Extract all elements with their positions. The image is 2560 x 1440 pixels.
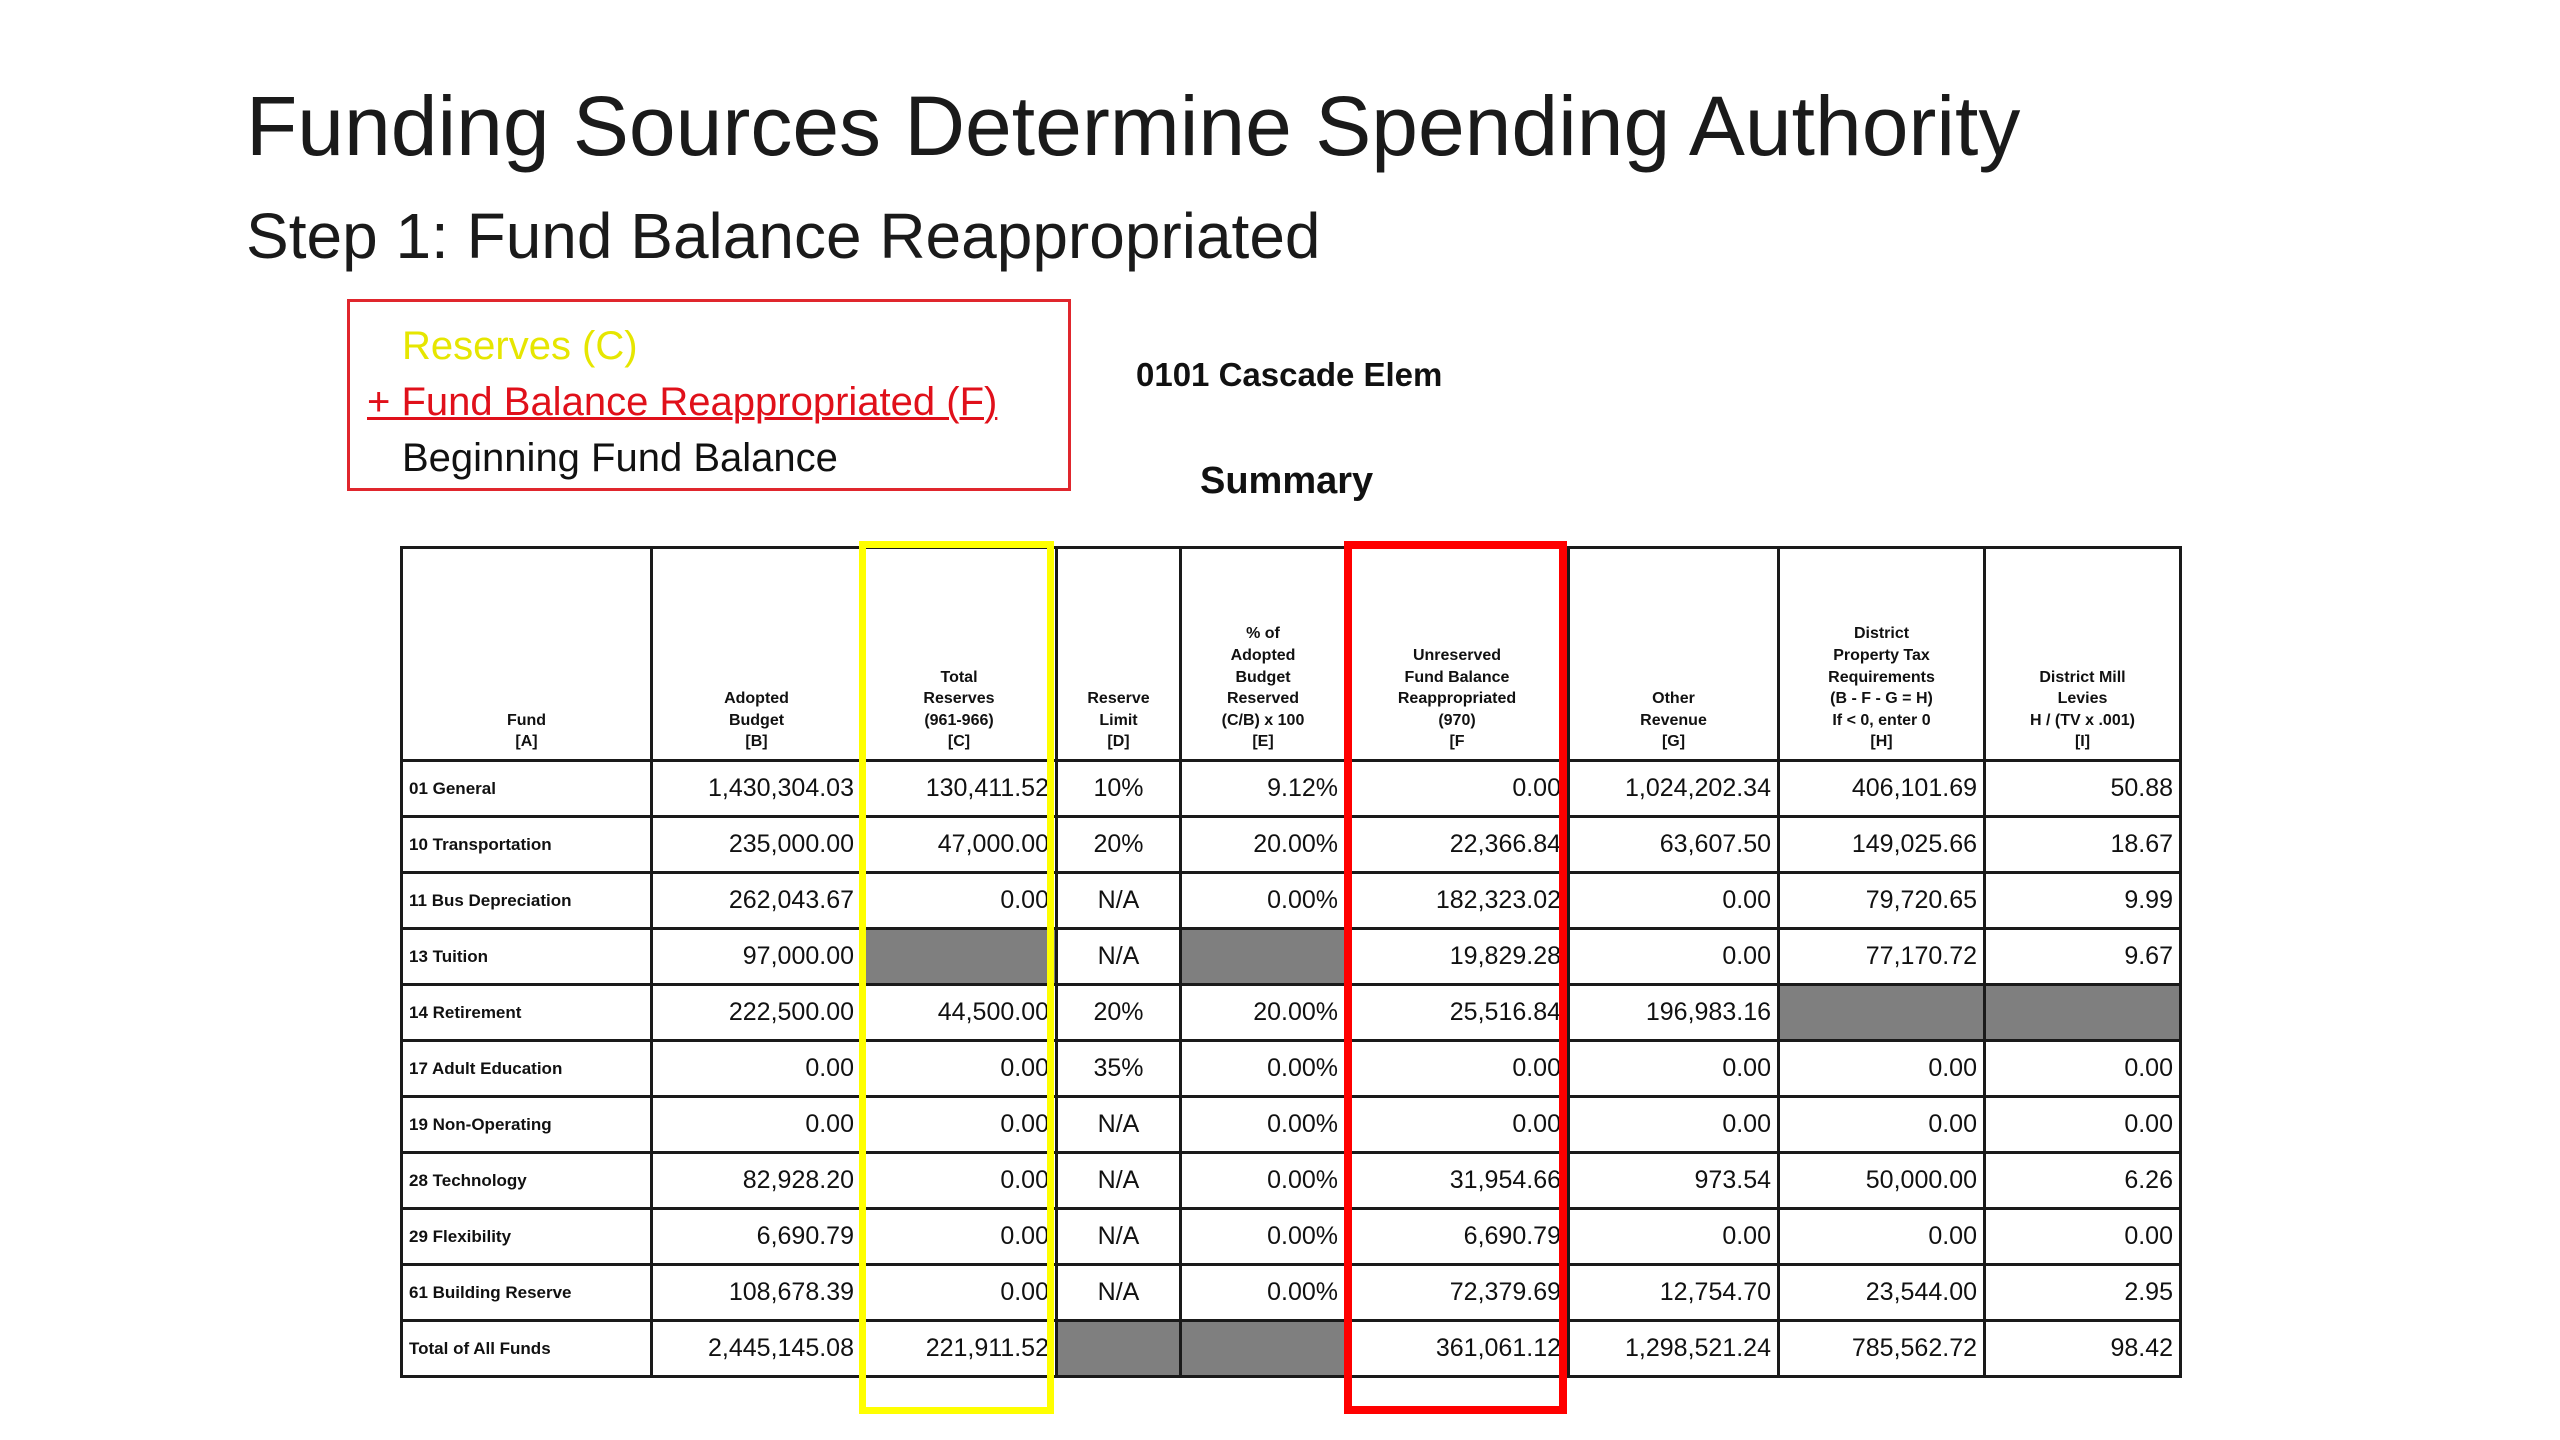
fund-balance-reappropriated-cell: 0.00 [1346,1041,1569,1097]
fund-name-cell: 13 Tuition [402,929,652,985]
mill-levies-cell: 50.88 [1985,761,2181,817]
fund-balance-reappropriated-cell: 182,323.02 [1346,873,1569,929]
table-row [402,1321,2181,1377]
other-revenue-cell: 63,607.50 [1569,817,1779,873]
fund-name-cell: Total of All Funds [402,1321,652,1377]
header-line: Reappropriated [1397,690,1517,708]
table-header-row [402,548,2181,761]
other-revenue-cell: 0.00 [1569,1209,1779,1265]
adopted-budget-cell: 262,043.67 [652,873,862,929]
table-body [402,761,2181,1377]
table-row [402,1097,2181,1153]
summary-table [400,546,2182,1378]
total-reserves-cell: 47,000.00 [862,817,1057,873]
adopted-budget-cell: 235,000.00 [652,817,862,873]
property-tax-cell: 785,562.72 [1779,1321,1985,1377]
property-tax-cell: 77,170.72 [1779,929,1985,985]
header-line: Revenue [1640,711,1707,729]
mill-levies-cell: 2.95 [1985,1265,2181,1321]
mill-levies-cell: 9.67 [1985,929,2181,985]
fund-balance-reappropriated-cell: 72,379.69 [1346,1265,1569,1321]
header-line: % of [1246,625,1280,643]
fund-name-cell: 14 Retirement [402,985,652,1041]
header-other-revenue [1569,548,1779,761]
property-tax-cell: 50,000.00 [1779,1153,1985,1209]
header-property-tax [1779,548,1985,761]
header-line: Requirements [1828,668,1935,686]
shaded-cell [1057,1321,1181,1377]
table-row [402,873,2181,929]
reserve-limit-cell: 35% [1057,1041,1181,1097]
header-line: [F [1449,733,1465,751]
fund-balance-reappropriated-cell: 22,366.84 [1346,817,1569,873]
legend-beginning-fund-balance: Beginning Fund Balance [402,436,838,480]
pct-reserved-cell: 0.00% [1181,1041,1346,1097]
reserve-limit-cell: 20% [1057,985,1181,1041]
total-reserves-cell: 0.00 [862,1097,1057,1153]
header-fund-balance-reappropriated [1346,548,1569,761]
reserve-limit-cell: N/A [1057,1097,1181,1153]
header-line: [C] [947,733,971,751]
adopted-budget-cell: 0.00 [652,1097,862,1153]
adopted-budget-cell: 108,678.39 [652,1265,862,1321]
table-row [402,1209,2181,1265]
reserve-limit-cell: N/A [1057,1265,1181,1321]
total-reserves-cell: 0.00 [862,1209,1057,1265]
property-tax-cell: 406,101.69 [1779,761,1985,817]
fund-balance-reappropriated-cell: 6,690.79 [1346,1209,1569,1265]
header-line: Reserve [1087,690,1150,708]
summary-table-container [400,546,2182,1378]
header-line: Other [1652,690,1695,708]
table-row [402,1153,2181,1209]
mill-levies-cell: 0.00 [1985,1097,2181,1153]
fund-name-cell: 11 Bus Depreciation [402,873,652,929]
table-row [402,817,2181,873]
reserve-limit-cell: N/A [1057,873,1181,929]
header-line: Property Tax [1833,647,1930,665]
legend-reserves: Reserves (C) [402,324,638,368]
slide-subtitle: Step 1: Fund Balance Reappropriated [246,200,1321,272]
header-line: District [1853,625,1910,643]
total-reserves-cell: 44,500.00 [862,985,1057,1041]
header-line: [E] [1252,733,1274,751]
header-line: [B] [745,733,768,751]
reserve-limit-cell: 20% [1057,817,1181,873]
property-tax-cell: 0.00 [1779,1041,1985,1097]
pct-reserved-cell: 0.00% [1181,1097,1346,1153]
summary-heading: Summary [1200,460,1374,502]
fund-balance-reappropriated-cell: 31,954.66 [1346,1153,1569,1209]
header-line: [I] [2074,733,2091,751]
other-revenue-cell: 0.00 [1569,873,1779,929]
reserve-limit-cell: N/A [1057,1153,1181,1209]
adopted-budget-cell: 97,000.00 [652,929,862,985]
adopted-budget-cell: 0.00 [652,1041,862,1097]
header-line: Reserved [1226,690,1300,708]
fund-name-cell: 29 Flexibility [402,1209,652,1265]
fund-name-cell: 28 Technology [402,1153,652,1209]
header-line: Reserves [923,690,995,708]
mill-levies-cell: 6.26 [1985,1153,2181,1209]
adopted-budget-cell: 6,690.79 [652,1209,862,1265]
header-line: [G] [1661,733,1686,751]
header-line: Unreserved [1412,647,1502,665]
total-reserves-cell: 130,411.52 [862,761,1057,817]
school-name: 0101 Cascade Elem [1136,356,1443,393]
header-line: District Mill [2039,668,2126,686]
shaded-cell [862,929,1057,985]
header-pct-reserved [1181,548,1346,761]
header-total-reserves [862,548,1057,761]
header-fund [402,548,652,761]
header-line: Fund Balance [1404,668,1510,686]
mill-levies-cell: 98.42 [1985,1321,2181,1377]
shaded-cell [1181,929,1346,985]
header-mill-levies [1985,548,2181,761]
pct-reserved-cell: 0.00% [1181,873,1346,929]
header-line: Limit [1099,711,1138,729]
adopted-budget-cell: 1,430,304.03 [652,761,862,817]
total-reserves-cell: 0.00 [862,1041,1057,1097]
mill-levies-cell: 9.99 [1985,873,2181,929]
other-revenue-cell: 1,024,202.34 [1569,761,1779,817]
property-tax-cell: 149,025.66 [1779,817,1985,873]
other-revenue-cell: 0.00 [1569,1041,1779,1097]
total-reserves-cell: 0.00 [862,1153,1057,1209]
adopted-budget-cell: 2,445,145.08 [652,1321,862,1377]
header-line: (961-966) [924,711,994,729]
total-reserves-cell: 221,911.52 [862,1321,1057,1377]
formula-legend-box [347,299,1071,491]
header-line: (C/B) x 100 [1221,711,1305,729]
shaded-cell [1181,1321,1346,1377]
header-adopted-budget [652,548,862,761]
pct-reserved-cell: 0.00% [1181,1153,1346,1209]
other-revenue-cell: 973.54 [1569,1153,1779,1209]
adopted-budget-cell: 222,500.00 [652,985,862,1041]
mill-levies-cell: 0.00 [1985,1041,2181,1097]
header-line: Levies [2057,690,2108,708]
other-revenue-cell: 12,754.70 [1569,1265,1779,1321]
fund-name-cell: 19 Non-Operating [402,1097,652,1153]
pct-reserved-cell: 20.00% [1181,985,1346,1041]
other-revenue-cell: 0.00 [1569,1097,1779,1153]
reserve-limit-cell: N/A [1057,929,1181,985]
header-line: Adopted [1230,647,1296,665]
fund-name-cell: 10 Transportation [402,817,652,873]
slide-title: Funding Sources Determine Spending Authority [246,79,2021,173]
fund-name-cell: 17 Adult Education [402,1041,652,1097]
property-tax-cell: 23,544.00 [1779,1265,1985,1321]
header-line: Adopted [724,690,789,708]
fund-balance-reappropriated-cell: 0.00 [1346,761,1569,817]
other-revenue-cell: 196,983.16 [1569,985,1779,1041]
header-line: Fund [506,711,547,729]
total-reserves-cell: 0.00 [862,873,1057,929]
header-line: Total [940,668,978,686]
header-line: [A] [515,733,538,751]
header-line: (970) [1438,711,1476,729]
header-line: (B - F - G = H) [1830,690,1933,708]
property-tax-cell: 79,720.65 [1779,873,1985,929]
reserve-limit-cell: N/A [1057,1209,1181,1265]
header-line: H / (TV x .001) [2030,711,2135,729]
fund-balance-reappropriated-cell: 361,061.12 [1346,1321,1569,1377]
table-row [402,929,2181,985]
fund-name-cell: 01 General [402,761,652,817]
legend-fund-balance-reappropriated: + Fund Balance Reappropriated (F) [367,380,998,424]
header-line: [D] [1107,733,1130,751]
table-row [402,761,2181,817]
mill-levies-cell: 18.67 [1985,817,2181,873]
adopted-budget-cell: 82,928.20 [652,1153,862,1209]
fund-balance-reappropriated-cell: 19,829.28 [1346,929,1569,985]
fund-balance-reappropriated-cell: 25,516.84 [1346,985,1569,1041]
property-tax-cell: 0.00 [1779,1209,1985,1265]
pct-reserved-cell: 0.00% [1181,1209,1346,1265]
mill-levies-cell: 0.00 [1985,1209,2181,1265]
total-reserves-cell: 0.00 [862,1265,1057,1321]
other-revenue-cell: 1,298,521.24 [1569,1321,1779,1377]
pct-reserved-cell: 20.00% [1181,817,1346,873]
other-revenue-cell: 0.00 [1569,929,1779,985]
table-row [402,1041,2181,1097]
header-line: Budget [1235,668,1291,686]
fund-name-cell: 61 Building Reserve [402,1265,652,1321]
pct-reserved-cell: 9.12% [1181,761,1346,817]
fund-balance-reappropriated-cell: 0.00 [1346,1097,1569,1153]
reserve-limit-cell: 10% [1057,761,1181,817]
header-line: Budget [728,711,785,729]
shaded-cell [1779,985,1985,1041]
property-tax-cell: 0.00 [1779,1097,1985,1153]
header-line: If < 0, enter 0 [1832,711,1931,729]
shaded-cell [1985,985,2181,1041]
pct-reserved-cell: 0.00% [1181,1265,1346,1321]
table-row [402,985,2181,1041]
table-row [402,1265,2181,1321]
header-line: [H] [1870,733,1893,751]
header-reserve-limit [1057,548,1181,761]
